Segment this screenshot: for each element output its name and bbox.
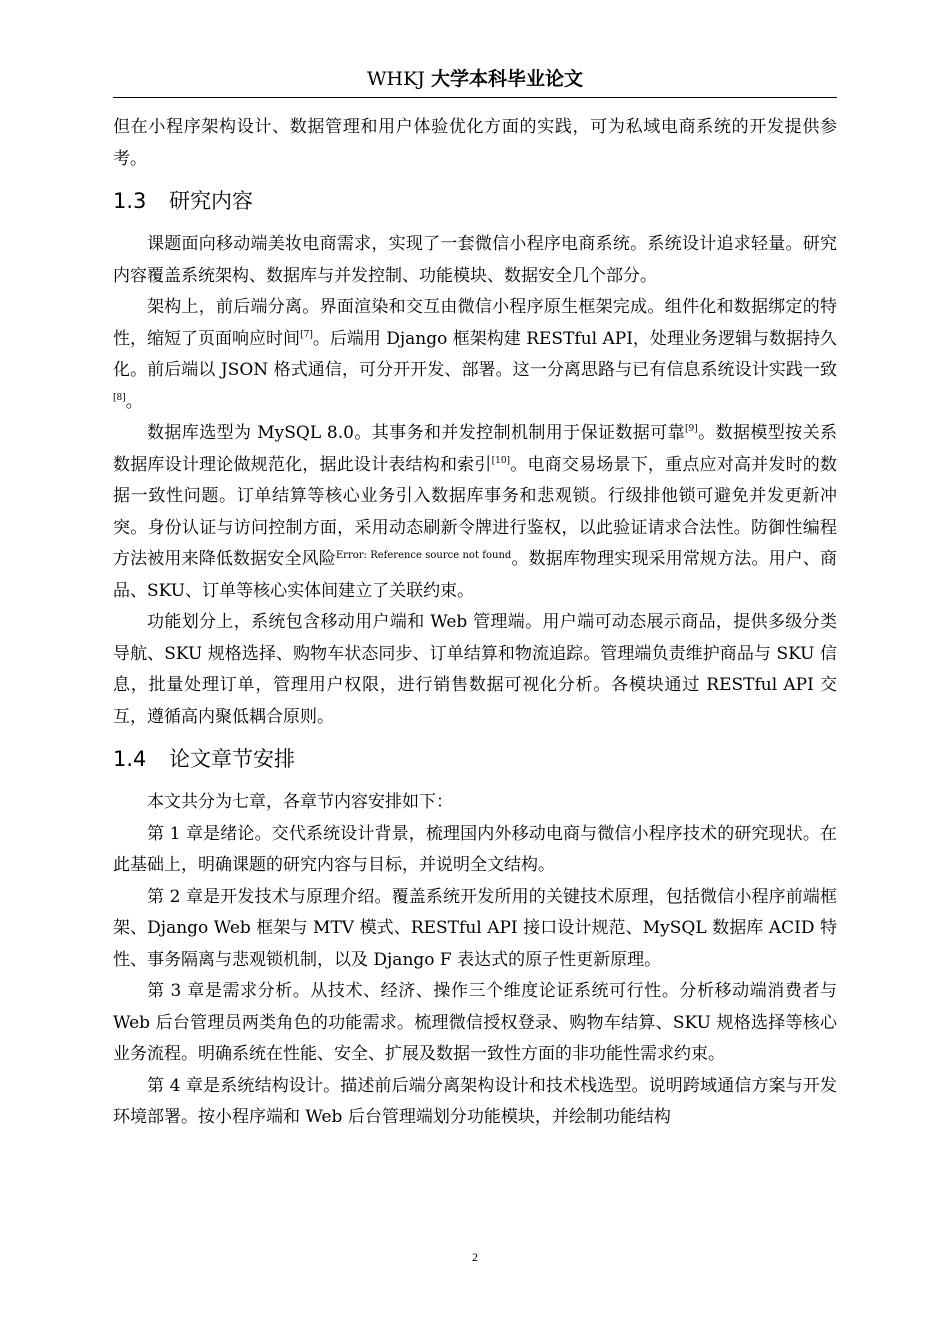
paragraph-functions: 功能划分上，系统包含移动用户端和 Web 管理端。用户端可动态展示商品，提供多级分类导航、SKU 规格选择、购物车状态同步、订单结算和物流追踪。管理端负责维护商品与 SKU 信息，批量处理订单，管理用户权限，进行销售数据可视化分析。各模块通过 RESTful API 交互，遵循高内聚低耦合原则。 <box>113 612 837 727</box>
citation-8[interactable]: [8] <box>113 392 126 403</box>
header-chinese: 大学本科毕业论文 <box>430 68 583 90</box>
paragraph-chapter-1: 第 1 章是绪论。交代系统设计背景，梳理国内外移动电商与微信小程序技术的研究现状。在此基础上，明确课题的研究内容与目标，并说明全文结构。 <box>113 823 837 875</box>
paragraph-chapter-2: 第 2 章是开发技术与原理介绍。覆盖系统开发所用的关键技术原理，包括微信小程序前端框架、Django Web 框架与 MTV 模式、RESTful API 接口设计规范、MySQL 数据库 ACID 特性、事务隔离与悲观锁机制，以及 Django F 表达式的原子性更新原理。 <box>113 886 837 970</box>
section-heading-1-3 <box>113 183 837 219</box>
citation-9[interactable]: [9] <box>685 424 698 434</box>
paragraph-research-overview: 课题面向移动端美妆电商需求，实现了一套微信小程序电商系统。系统设计追求轻量。研究内容覆盖系统架构、数据库与并发控制、功能模块、数据安全几个部分。 <box>113 234 837 286</box>
page-number: 2 <box>472 1250 478 1264</box>
paragraph-chapter-4: 第 4 章是系统结构设计。描述前后端分离架构设计和技术栈选型。说明跨域通信方案与开发环境部署。按小程序端和 Web 后台管理端划分功能模块，并绘制功能结构 <box>113 1075 837 1127</box>
section-number: 1.3 <box>113 189 147 213</box>
reference-error-text: Error: Reference source not found <box>335 550 512 561</box>
paragraph-chapters-intro: 本文共分为七章，各章节内容安排如下： <box>147 792 453 812</box>
citation-7[interactable]: [7] <box>300 329 313 340</box>
header-latin: WHKJ <box>367 68 431 90</box>
paragraph-chapter-3: 第 3 章是需求分析。从技术、经济、操作三个维度论证系统可行性。分析移动端消费者与 Web 后台管理员两类角色的功能需求。梳理微信授权登录、购物车结算、SKU 规格选择等核心业务流程。明确系统在性能、安全、扩展及数据一致性方面的非功能性需求约束。 <box>113 981 837 1064</box>
header-rule <box>113 97 837 98</box>
section-title: 论文章节安排 <box>169 747 295 771</box>
section-title: 研究内容 <box>169 189 253 213</box>
section-heading-1-4 <box>113 741 837 777</box>
running-header <box>113 66 837 92</box>
paragraph-architecture: 架构上，前后端分离。界面渲染和交互由微信小程序原生框架完成。组件化和数据绑定的特性，缩短了页面响应时间[7]。后端用 Django 框架构建 RESTful API，处理业务逻辑与数据持久化。前后端以 JSON 格式通信，可分开开发、部署。这一分离思路与已有信息系统设计实践一致[8]。 <box>113 297 837 412</box>
citation-10[interactable]: [10] <box>491 455 511 466</box>
paragraph-continued: 但在小程序架构设计、数据管理和用户体验优化方面的实践，可为私域电商系统的开发提供参考。 <box>113 117 837 169</box>
section-number: 1.4 <box>113 747 147 771</box>
page-body <box>113 112 837 1134</box>
paragraph-database: 数据库选型为 MySQL 8.0。其事务和并发控制机制用于保证数据可靠[9]。数据模型按关系数据库设计理论做规范化，据此设计表结构和索引[10]。电商交易场景下，重点应对高并发时的数据一致性问题。订单结算等核心业务引入数据库事务和悲观锁。行级排他锁可避免并发更新冲突。身份认证与访问控制方面，采用动态刷新令牌进行鉴权，以此验证请求合法性。防御性编程方法被用来降低数据安全风险$^{Error: Reference source not found}$。数据库物理实现采用常规方法。用户、商品、SKU、订单等核心实体间建立了关联约束。 <box>113 423 838 601</box>
